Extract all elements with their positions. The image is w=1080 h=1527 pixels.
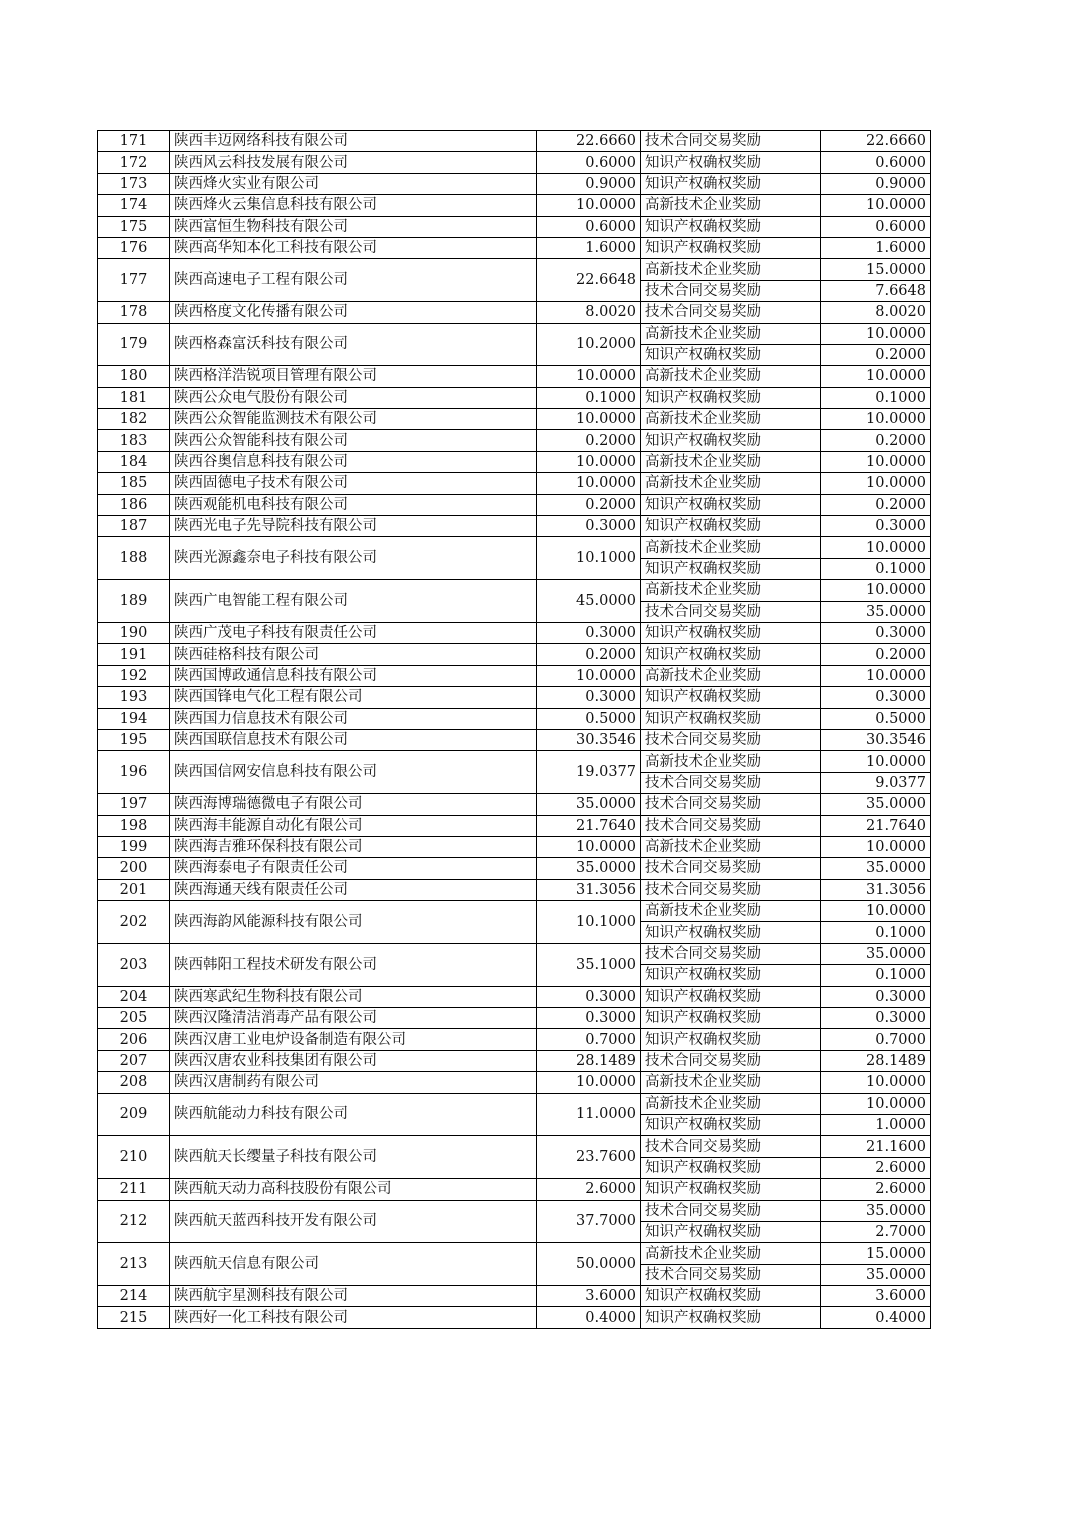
award-amount-cell: 0.4000: [821, 1307, 931, 1328]
award-amount-cell: 0.7000: [821, 1029, 931, 1050]
row-number-cell: 198: [98, 815, 170, 836]
table-row: [98, 387, 931, 408]
award-amount-cell: 35.0000: [821, 943, 931, 964]
award-type-cell: 知识产权确权奖励: [641, 430, 821, 451]
award-type-cell: 知识产权确权奖励: [641, 644, 821, 665]
award-amount-cell: 0.1000: [821, 965, 931, 986]
row-number-cell: 186: [98, 494, 170, 515]
row-number-cell: 212: [98, 1200, 170, 1243]
company-name-cell: 陕西光源鑫奈电子科技有限公司: [170, 537, 537, 580]
award-type-cell: 知识产权确权奖励: [641, 344, 821, 365]
award-table-body: [98, 131, 931, 1329]
total-amount-cell: 21.7640: [537, 815, 641, 836]
row-number-cell: 211: [98, 1179, 170, 1200]
row-number-cell: 191: [98, 644, 170, 665]
row-number-cell: 195: [98, 729, 170, 750]
company-name-cell: 陕西丰迈网络科技有限公司: [170, 131, 537, 152]
company-name-cell: 陕西海丰能源自动化有限公司: [170, 815, 537, 836]
company-name-cell: 陕西海吉雅环保科技有限公司: [170, 836, 537, 857]
row-number-cell: 176: [98, 237, 170, 258]
award-type-cell: 高新技术企业奖励: [641, 409, 821, 430]
company-name-cell: 陕西格洋浩锐项目管理有限公司: [170, 366, 537, 387]
award-amount-cell: 15.0000: [821, 259, 931, 280]
award-type-cell: 高新技术企业奖励: [641, 366, 821, 387]
table-row: [98, 323, 931, 344]
table-row: [98, 708, 931, 729]
award-amount-cell: 0.3000: [821, 986, 931, 1007]
total-amount-cell: 0.6000: [537, 216, 641, 237]
row-number-cell: 194: [98, 708, 170, 729]
award-amount-cell: 10.0000: [821, 366, 931, 387]
total-amount-cell: 0.5000: [537, 708, 641, 729]
award-type-cell: 技术合同交易奖励: [641, 794, 821, 815]
award-type-cell: 技术合同交易奖励: [641, 858, 821, 879]
award-type-cell: 知识产权确权奖励: [641, 558, 821, 579]
award-type-cell: 知识产权确权奖励: [641, 387, 821, 408]
table-row: [98, 537, 931, 558]
company-name-cell: 陕西格度文化传播有限公司: [170, 302, 537, 323]
company-name-cell: 陕西航能动力科技有限公司: [170, 1093, 537, 1136]
table-row: [98, 943, 931, 964]
company-name-cell: 陕西汉隆清洁消毒产品有限公司: [170, 1008, 537, 1029]
table-row: [98, 302, 931, 323]
award-amount-cell: 0.3000: [821, 516, 931, 537]
award-type-cell: 技术合同交易奖励: [641, 1200, 821, 1221]
award-type-cell: 高新技术企业奖励: [641, 1243, 821, 1264]
award-amount-cell: 2.6000: [821, 1179, 931, 1200]
table-row: [98, 1029, 931, 1050]
award-type-cell: 知识产权确权奖励: [641, 986, 821, 1007]
company-name-cell: 陕西寒武纪生物科技有限公司: [170, 986, 537, 1007]
award-type-cell: 技术合同交易奖励: [641, 815, 821, 836]
company-name-cell: 陕西广茂电子科技有限责任公司: [170, 622, 537, 643]
award-type-cell: 知识产权确权奖励: [641, 1179, 821, 1200]
award-type-cell: 技术合同交易奖励: [641, 1264, 821, 1285]
award-amount-cell: 7.6648: [821, 280, 931, 301]
total-amount-cell: 0.1000: [537, 387, 641, 408]
total-amount-cell: 1.6000: [537, 237, 641, 258]
award-type-cell: 知识产权确权奖励: [641, 1307, 821, 1328]
total-amount-cell: 19.0377: [537, 751, 641, 794]
company-name-cell: 陕西光电子先导院科技有限公司: [170, 516, 537, 537]
company-name-cell: 陕西固德电子技术有限公司: [170, 473, 537, 494]
row-number-cell: 183: [98, 430, 170, 451]
table-row: [98, 131, 931, 152]
award-amount-cell: 0.1000: [821, 922, 931, 943]
company-name-cell: 陕西硅格科技有限公司: [170, 644, 537, 665]
company-name-cell: 陕西公众智能监测技术有限公司: [170, 409, 537, 430]
award-amount-cell: 10.0000: [821, 1072, 931, 1093]
company-name-cell: 陕西公众智能科技有限公司: [170, 430, 537, 451]
company-name-cell: 陕西高华知本化工科技有限公司: [170, 237, 537, 258]
award-type-cell: 高新技术企业奖励: [641, 259, 821, 280]
award-amount-cell: 10.0000: [821, 409, 931, 430]
award-type-cell: 知识产权确权奖励: [641, 622, 821, 643]
award-amount-cell: 10.0000: [821, 537, 931, 558]
row-number-cell: 200: [98, 858, 170, 879]
table-row: [98, 622, 931, 643]
company-name-cell: 陕西航天信息有限公司: [170, 1243, 537, 1286]
row-number-cell: 188: [98, 537, 170, 580]
total-amount-cell: 10.1000: [537, 901, 641, 944]
award-type-cell: 知识产权确权奖励: [641, 152, 821, 173]
table-row: [98, 430, 931, 451]
total-amount-cell: 11.0000: [537, 1093, 641, 1136]
company-name-cell: 陕西航天长缨量子科技有限公司: [170, 1136, 537, 1179]
row-number-cell: 207: [98, 1050, 170, 1071]
award-amount-cell: 0.3000: [821, 687, 931, 708]
row-number-cell: 193: [98, 687, 170, 708]
company-name-cell: 陕西高速电子工程有限公司: [170, 259, 537, 302]
total-amount-cell: 22.6660: [537, 131, 641, 152]
table-row: [98, 409, 931, 430]
company-name-cell: 陕西富恒生物科技有限公司: [170, 216, 537, 237]
row-number-cell: 196: [98, 751, 170, 794]
table-row: [98, 1008, 931, 1029]
company-name-cell: 陕西烽火实业有限公司: [170, 173, 537, 194]
award-type-cell: 技术合同交易奖励: [641, 1136, 821, 1157]
award-amount-cell: 10.0000: [821, 751, 931, 772]
award-type-cell: 知识产权确权奖励: [641, 173, 821, 194]
table-row: [98, 858, 931, 879]
award-amount-cell: 0.2000: [821, 430, 931, 451]
award-type-cell: 技术合同交易奖励: [641, 1050, 821, 1071]
award-amount-cell: 10.0000: [821, 580, 931, 601]
table-row: [98, 473, 931, 494]
table-row: [98, 152, 931, 173]
award-amount-cell: 0.2000: [821, 644, 931, 665]
row-number-cell: 190: [98, 622, 170, 643]
table-row: [98, 1179, 931, 1200]
award-amount-cell: 35.0000: [821, 601, 931, 622]
award-type-cell: 知识产权确权奖励: [641, 216, 821, 237]
award-amount-cell: 1.6000: [821, 237, 931, 258]
award-amount-cell: 35.0000: [821, 1200, 931, 1221]
award-type-cell: 高新技术企业奖励: [641, 1072, 821, 1093]
award-type-cell: 知识产权确权奖励: [641, 1008, 821, 1029]
award-amount-cell: 0.3000: [821, 1008, 931, 1029]
award-amount-cell: 35.0000: [821, 858, 931, 879]
total-amount-cell: 0.2000: [537, 430, 641, 451]
total-amount-cell: 0.4000: [537, 1307, 641, 1328]
total-amount-cell: 30.3546: [537, 729, 641, 750]
total-amount-cell: 10.0000: [537, 665, 641, 686]
award-amount-cell: 2.7000: [821, 1221, 931, 1242]
award-amount-cell: 0.1000: [821, 558, 931, 579]
award-type-cell: 知识产权确权奖励: [641, 687, 821, 708]
award-amount-cell: 31.3056: [821, 879, 931, 900]
total-amount-cell: 37.7000: [537, 1200, 641, 1243]
row-number-cell: 209: [98, 1093, 170, 1136]
award-type-cell: 高新技术企业奖励: [641, 195, 821, 216]
award-amount-cell: 0.1000: [821, 387, 931, 408]
total-amount-cell: 2.6000: [537, 1179, 641, 1200]
row-number-cell: 172: [98, 152, 170, 173]
table-row: [98, 815, 931, 836]
award-type-cell: 知识产权确权奖励: [641, 1157, 821, 1178]
table-row: [98, 1050, 931, 1071]
table-row: [98, 644, 931, 665]
total-amount-cell: 0.3000: [537, 622, 641, 643]
total-amount-cell: 35.0000: [537, 794, 641, 815]
total-amount-cell: 0.3000: [537, 687, 641, 708]
award-type-cell: 技术合同交易奖励: [641, 601, 821, 622]
total-amount-cell: 10.2000: [537, 323, 641, 366]
table-row: [98, 366, 931, 387]
award-amount-cell: 10.0000: [821, 836, 931, 857]
award-amount-cell: 8.0020: [821, 302, 931, 323]
award-amount-cell: 22.6660: [821, 131, 931, 152]
award-amount-cell: 21.7640: [821, 815, 931, 836]
table-row: [98, 729, 931, 750]
award-type-cell: 知识产权确权奖励: [641, 1029, 821, 1050]
total-amount-cell: 0.3000: [537, 986, 641, 1007]
award-amount-cell: 35.0000: [821, 1264, 931, 1285]
total-amount-cell: 28.1489: [537, 1050, 641, 1071]
award-type-cell: 知识产权确权奖励: [641, 922, 821, 943]
award-type-cell: 高新技术企业奖励: [641, 901, 821, 922]
award-amount-cell: 3.6000: [821, 1286, 931, 1307]
award-amount-cell: 10.0000: [821, 323, 931, 344]
award-amount-cell: 30.3546: [821, 729, 931, 750]
table-row: [98, 986, 931, 1007]
total-amount-cell: 10.0000: [537, 409, 641, 430]
table-row: [98, 1243, 931, 1264]
row-number-cell: 171: [98, 131, 170, 152]
table-row: [98, 580, 931, 601]
company-name-cell: 陕西汉唐农业科技集团有限公司: [170, 1050, 537, 1071]
table-row: [98, 665, 931, 686]
row-number-cell: 185: [98, 473, 170, 494]
award-type-cell: 技术合同交易奖励: [641, 280, 821, 301]
total-amount-cell: 10.0000: [537, 473, 641, 494]
company-name-cell: 陕西航宇星测科技有限公司: [170, 1286, 537, 1307]
award-amount-cell: 1.0000: [821, 1114, 931, 1135]
award-type-cell: 知识产权确权奖励: [641, 1221, 821, 1242]
award-type-cell: 知识产权确权奖励: [641, 708, 821, 729]
award-type-cell: 技术合同交易奖励: [641, 943, 821, 964]
company-name-cell: 陕西烽火云集信息科技有限公司: [170, 195, 537, 216]
total-amount-cell: 10.1000: [537, 537, 641, 580]
table-row: [98, 173, 931, 194]
table-row: [98, 516, 931, 537]
award-amount-cell: 10.0000: [821, 473, 931, 494]
company-name-cell: 陕西广电智能工程有限公司: [170, 580, 537, 623]
award-type-cell: 高新技术企业奖励: [641, 473, 821, 494]
company-name-cell: 陕西海泰电子有限责任公司: [170, 858, 537, 879]
total-amount-cell: 10.0000: [537, 451, 641, 472]
table-row: [98, 237, 931, 258]
company-name-cell: 陕西汉唐工业电炉设备制造有限公司: [170, 1029, 537, 1050]
company-name-cell: 陕西观能机电科技有限公司: [170, 494, 537, 515]
row-number-cell: 184: [98, 451, 170, 472]
total-amount-cell: 0.3000: [537, 516, 641, 537]
company-name-cell: 陕西国信网安信息科技有限公司: [170, 751, 537, 794]
award-table: [97, 130, 931, 1329]
row-number-cell: 189: [98, 580, 170, 623]
row-number-cell: 178: [98, 302, 170, 323]
table-row: [98, 1072, 931, 1093]
company-name-cell: 陕西好一化工科技有限公司: [170, 1307, 537, 1328]
row-number-cell: 173: [98, 173, 170, 194]
award-amount-cell: 21.1600: [821, 1136, 931, 1157]
table-row: [98, 1093, 931, 1114]
award-type-cell: 技术合同交易奖励: [641, 772, 821, 793]
award-type-cell: 高新技术企业奖励: [641, 665, 821, 686]
award-type-cell: 高新技术企业奖励: [641, 580, 821, 601]
company-name-cell: 陕西格森富沃科技有限公司: [170, 323, 537, 366]
company-name-cell: 陕西谷奥信息科技有限公司: [170, 451, 537, 472]
award-amount-cell: 0.6000: [821, 152, 931, 173]
row-number-cell: 181: [98, 387, 170, 408]
total-amount-cell: 3.6000: [537, 1286, 641, 1307]
table-row: [98, 494, 931, 515]
row-number-cell: 213: [98, 1243, 170, 1286]
row-number-cell: 192: [98, 665, 170, 686]
award-amount-cell: 10.0000: [821, 665, 931, 686]
award-amount-cell: 10.0000: [821, 195, 931, 216]
award-amount-cell: 0.9000: [821, 173, 931, 194]
table-row: [98, 216, 931, 237]
total-amount-cell: 50.0000: [537, 1243, 641, 1286]
table-row: [98, 1307, 931, 1328]
total-amount-cell: 8.0020: [537, 302, 641, 323]
row-number-cell: 210: [98, 1136, 170, 1179]
company-name-cell: 陕西国联信息技术有限公司: [170, 729, 537, 750]
table-row: [98, 751, 931, 772]
row-number-cell: 206: [98, 1029, 170, 1050]
row-number-cell: 199: [98, 836, 170, 857]
award-amount-cell: 10.0000: [821, 1093, 931, 1114]
award-type-cell: 高新技术企业奖励: [641, 751, 821, 772]
award-type-cell: 高新技术企业奖励: [641, 323, 821, 344]
award-type-cell: 知识产权确权奖励: [641, 494, 821, 515]
table-row: [98, 1200, 931, 1221]
row-number-cell: 203: [98, 943, 170, 986]
row-number-cell: 204: [98, 986, 170, 1007]
award-type-cell: 知识产权确权奖励: [641, 1286, 821, 1307]
total-amount-cell: 0.2000: [537, 644, 641, 665]
award-type-cell: 技术合同交易奖励: [641, 879, 821, 900]
table-row: [98, 195, 931, 216]
table-row: [98, 451, 931, 472]
row-number-cell: 174: [98, 195, 170, 216]
table-row: [98, 901, 931, 922]
company-name-cell: 陕西海通天线有限责任公司: [170, 879, 537, 900]
total-amount-cell: 23.7600: [537, 1136, 641, 1179]
company-name-cell: 陕西汉唐制药有限公司: [170, 1072, 537, 1093]
total-amount-cell: 10.0000: [537, 836, 641, 857]
row-number-cell: 208: [98, 1072, 170, 1093]
award-amount-cell: 0.5000: [821, 708, 931, 729]
award-type-cell: 技术合同交易奖励: [641, 729, 821, 750]
total-amount-cell: 0.6000: [537, 152, 641, 173]
award-type-cell: 技术合同交易奖励: [641, 302, 821, 323]
table-row: [98, 794, 931, 815]
award-type-cell: 高新技术企业奖励: [641, 1093, 821, 1114]
award-amount-cell: 0.2000: [821, 344, 931, 365]
award-type-cell: 高新技术企业奖励: [641, 836, 821, 857]
row-number-cell: 215: [98, 1307, 170, 1328]
row-number-cell: 202: [98, 901, 170, 944]
table-row: [98, 687, 931, 708]
table-row: [98, 1286, 931, 1307]
row-number-cell: 180: [98, 366, 170, 387]
total-amount-cell: 10.0000: [537, 1072, 641, 1093]
award-type-cell: 知识产权确权奖励: [641, 237, 821, 258]
total-amount-cell: 0.3000: [537, 1008, 641, 1029]
company-name-cell: 陕西公众电气股份有限公司: [170, 387, 537, 408]
total-amount-cell: 35.0000: [537, 858, 641, 879]
total-amount-cell: 35.1000: [537, 943, 641, 986]
award-amount-cell: 0.6000: [821, 216, 931, 237]
award-type-cell: 高新技术企业奖励: [641, 451, 821, 472]
row-number-cell: 197: [98, 794, 170, 815]
award-type-cell: 技术合同交易奖励: [641, 131, 821, 152]
award-amount-cell: 0.3000: [821, 622, 931, 643]
row-number-cell: 187: [98, 516, 170, 537]
company-name-cell: 陕西航天蓝西科技开发有限公司: [170, 1200, 537, 1243]
award-type-cell: 知识产权确权奖励: [641, 965, 821, 986]
company-name-cell: 陕西海博瑞德微电子有限公司: [170, 794, 537, 815]
award-type-cell: 知识产权确权奖励: [641, 516, 821, 537]
row-number-cell: 214: [98, 1286, 170, 1307]
table-row: [98, 1136, 931, 1157]
award-amount-cell: 10.0000: [821, 901, 931, 922]
row-number-cell: 177: [98, 259, 170, 302]
row-number-cell: 179: [98, 323, 170, 366]
total-amount-cell: 31.3056: [537, 879, 641, 900]
total-amount-cell: 10.0000: [537, 366, 641, 387]
company-name-cell: 陕西韩阳工程技术研发有限公司: [170, 943, 537, 986]
row-number-cell: 175: [98, 216, 170, 237]
table-row: [98, 879, 931, 900]
award-amount-cell: 28.1489: [821, 1050, 931, 1071]
row-number-cell: 182: [98, 409, 170, 430]
award-amount-cell: 2.6000: [821, 1157, 931, 1178]
award-amount-cell: 9.0377: [821, 772, 931, 793]
award-amount-cell: 35.0000: [821, 794, 931, 815]
company-name-cell: 陕西国力信息技术有限公司: [170, 708, 537, 729]
total-amount-cell: 45.0000: [537, 580, 641, 623]
total-amount-cell: 0.9000: [537, 173, 641, 194]
total-amount-cell: 10.0000: [537, 195, 641, 216]
company-name-cell: 陕西国博政通信息科技有限公司: [170, 665, 537, 686]
award-type-cell: 知识产权确权奖励: [641, 1114, 821, 1135]
award-amount-cell: 0.2000: [821, 494, 931, 515]
award-type-cell: 高新技术企业奖励: [641, 537, 821, 558]
table-row: [98, 259, 931, 280]
company-name-cell: 陕西海韵风能源科技有限公司: [170, 901, 537, 944]
company-name-cell: 陕西风云科技发展有限公司: [170, 152, 537, 173]
row-number-cell: 201: [98, 879, 170, 900]
award-amount-cell: 15.0000: [821, 1243, 931, 1264]
table-row: [98, 836, 931, 857]
award-amount-cell: 10.0000: [821, 451, 931, 472]
total-amount-cell: 0.2000: [537, 494, 641, 515]
total-amount-cell: 22.6648: [537, 259, 641, 302]
total-amount-cell: 0.7000: [537, 1029, 641, 1050]
company-name-cell: 陕西航天动力高科技股份有限公司: [170, 1179, 537, 1200]
row-number-cell: 205: [98, 1008, 170, 1029]
company-name-cell: 陕西国锋电气化工程有限公司: [170, 687, 537, 708]
